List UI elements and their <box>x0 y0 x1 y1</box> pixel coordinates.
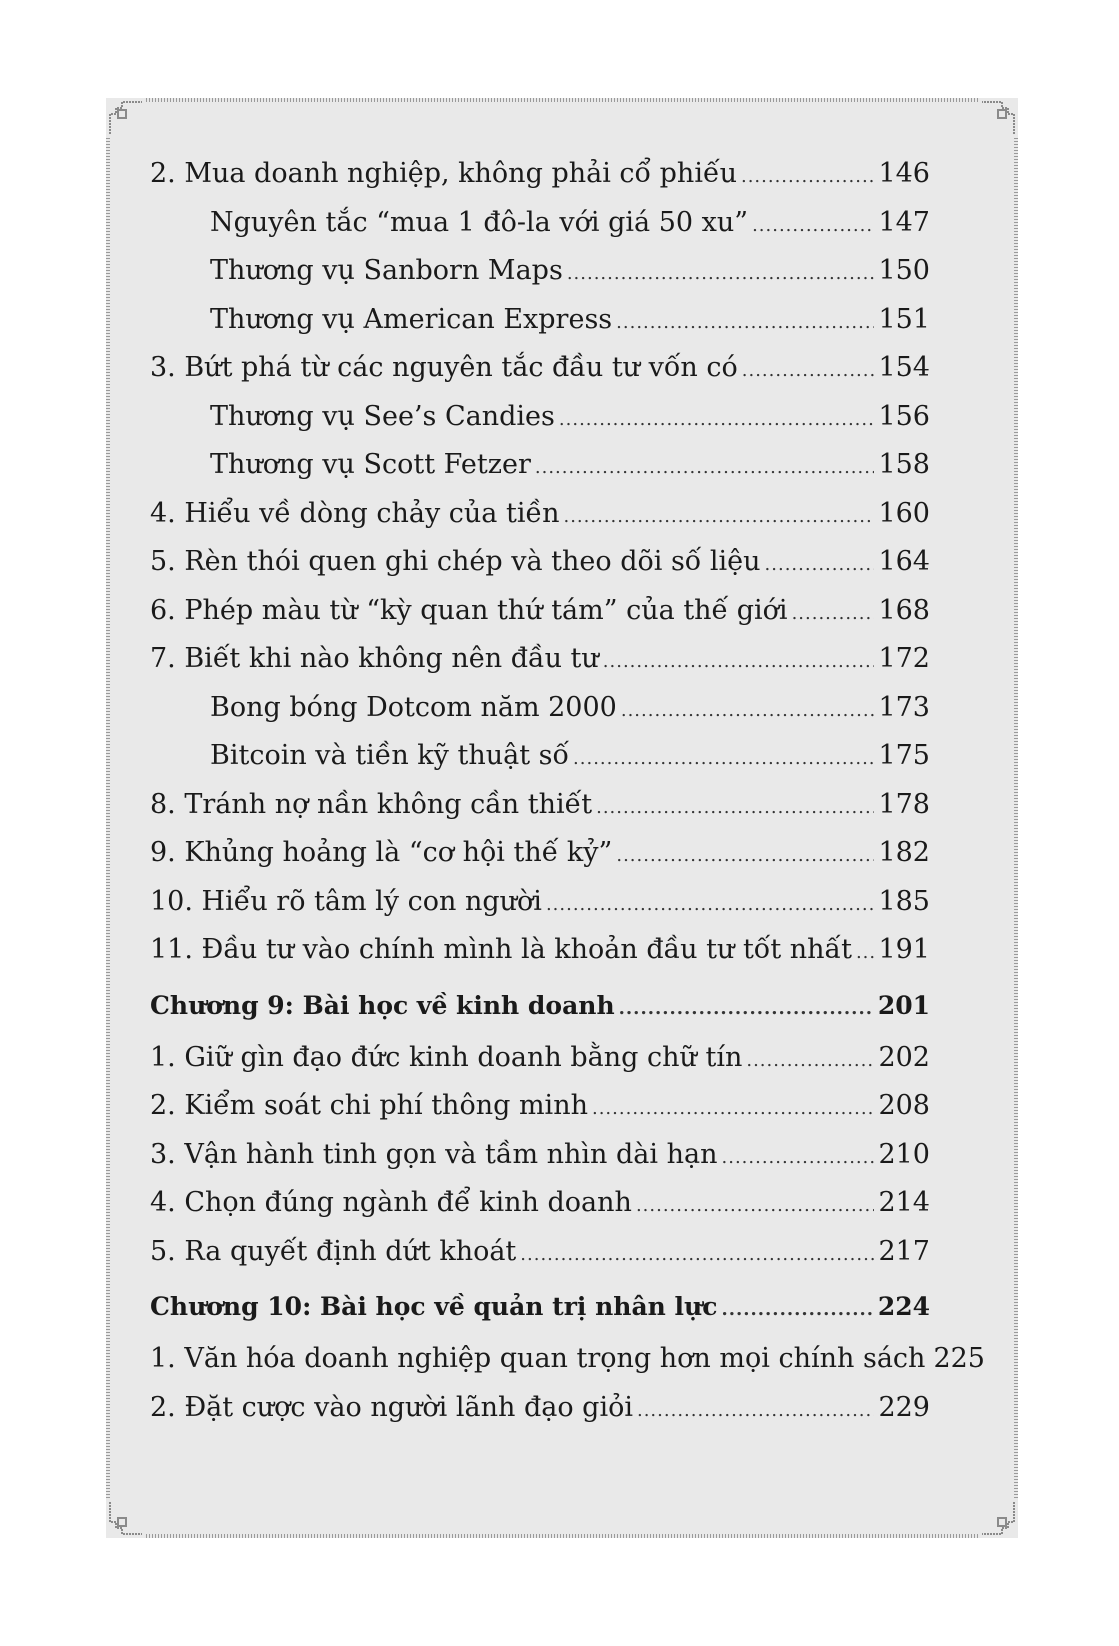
toc-leader-dots <box>567 250 875 299</box>
toc-leader-dots <box>592 1085 874 1134</box>
corner-ornament-icon <box>980 1500 1016 1536</box>
toc-entry <box>150 1082 930 1131</box>
frame-border-top <box>146 98 978 102</box>
toc-page-number: 172 <box>878 643 930 674</box>
toc-page-number: 173 <box>878 691 930 723</box>
toc-entry-title: Chương 10: Bài học về quản trị nhân lực <box>150 1292 718 1321</box>
frame-border-bottom <box>146 1534 978 1538</box>
toc-page-number: 225 <box>933 1343 985 1374</box>
toc-entry-title: 7. Biết khi nào không nên đầu tư <box>150 643 599 674</box>
toc-leader-dots <box>792 590 875 639</box>
toc-entry-title: 4. Chọn đúng ngành để kinh doanh <box>150 1187 632 1218</box>
toc-leader-dots <box>619 981 874 1037</box>
table-of-contents <box>150 150 985 1432</box>
toc-page-number: 229 <box>878 1391 930 1423</box>
toc-entry <box>150 538 930 587</box>
toc-entry <box>150 344 930 393</box>
toc-entry-title: 5. Ra quyết định dứt khoát <box>150 1235 517 1267</box>
toc-entry-title: 3. Bứt phá từ các nguyên tắc đầu tư vốn có <box>150 352 738 383</box>
toc-entry-title: Thương vụ American Express <box>210 303 613 335</box>
corner-ornament-icon <box>108 100 144 136</box>
toc-entry <box>150 1384 930 1433</box>
toc-page-number: 217 <box>878 1235 930 1267</box>
toc-page-number: 178 <box>878 788 930 820</box>
toc-page-number: 202 <box>878 1041 930 1073</box>
toc-leader-dots <box>520 1231 874 1280</box>
toc-leader-dots <box>746 1037 874 1086</box>
toc-page-number: 146 <box>878 158 930 189</box>
toc-entry-title: Thương vụ See’s Candies <box>210 400 555 432</box>
toc-leader-dots <box>535 444 875 493</box>
corner-ornament-icon <box>980 100 1016 136</box>
toc-page-number: 164 <box>878 546 930 577</box>
toc-leader-dots <box>603 638 875 687</box>
toc-entry-title: Bong bóng Dotcom năm 2000 <box>210 691 617 723</box>
toc-page-number: 224 <box>877 1292 930 1321</box>
toc-entry <box>150 150 930 199</box>
toc-leader-dots <box>742 347 875 396</box>
toc-entry <box>150 490 930 539</box>
toc-entry-title: 2. Mua doanh nghiệp, không phải cổ phiếu <box>150 158 737 189</box>
corner-ornament-icon <box>108 1500 144 1536</box>
toc-entry <box>150 1228 930 1277</box>
toc-leader-dots <box>596 784 874 833</box>
toc-subentry <box>150 296 930 345</box>
toc-subentry <box>150 199 930 248</box>
toc-entry <box>150 878 930 927</box>
toc-entry-title: 10. Hiểu rõ tâm lý con người <box>150 885 542 917</box>
toc-leader-dots <box>621 687 875 736</box>
toc-entry <box>150 829 930 878</box>
toc-leader-dots <box>563 493 874 542</box>
toc-entry <box>150 926 930 975</box>
toc-entry-title: 2. Kiểm soát chi phí thông minh <box>150 1090 588 1121</box>
toc-entry <box>150 1131 930 1180</box>
toc-page-number: 210 <box>878 1138 930 1170</box>
toc-page-number: 214 <box>878 1187 930 1218</box>
toc-chapter-heading <box>150 978 930 1034</box>
toc-entry-title: 5. Rèn thói quen ghi chép và theo dõi số liệu <box>150 546 761 577</box>
toc-entry-title: Thương vụ Sanborn Maps <box>210 255 563 286</box>
toc-entry-title: Bitcoin và tiền kỹ thuật số <box>210 740 570 771</box>
toc-entry-title: 1. Giữ gìn đạo đức kinh doanh bằng chữ tín <box>150 1041 743 1073</box>
toc-subentry <box>150 247 930 296</box>
toc-page-number: 191 <box>878 934 930 965</box>
toc-subentry <box>150 441 930 490</box>
toc-page-number: 147 <box>878 206 930 238</box>
toc-leader-dots <box>722 1134 875 1183</box>
toc-page-number: 185 <box>878 885 930 917</box>
toc-leader-dots <box>765 541 875 590</box>
toc-page-number: 150 <box>878 255 930 286</box>
toc-leader-dots <box>636 1182 875 1231</box>
toc-leader-dots <box>546 881 875 930</box>
toc-entry-title: 6. Phép màu từ “kỳ quan thứ tám” của thế giới <box>150 594 788 626</box>
toc-entry-title: 11. Đầu tư vào chính mình là khoản đầu tư tốt nhất <box>150 934 852 965</box>
toc-entry <box>150 1179 930 1228</box>
toc-entry <box>150 587 930 636</box>
toc-page-number: 151 <box>878 303 930 335</box>
toc-entry-title: 8. Tránh nợ nần không cần thiết <box>150 788 593 820</box>
toc-page-number: 175 <box>878 740 930 771</box>
toc-chapter-heading <box>150 1279 930 1335</box>
toc-page-number: 168 <box>878 594 930 626</box>
toc-page-number: 208 <box>878 1090 930 1121</box>
toc-entry-title: Chương 9: Bài học về kinh doanh <box>150 990 615 1020</box>
toc-entry-title: 9. Khủng hoảng là “cơ hội thế kỷ” <box>150 837 613 868</box>
toc-entry-title: Thương vụ Scott Fetzer <box>210 449 531 480</box>
toc-leader-dots <box>721 1282 873 1338</box>
toc-subentry <box>150 684 930 733</box>
frame-border-right <box>1014 138 1018 1498</box>
frame-border-left <box>106 138 110 1498</box>
toc-entry-title: 1. Văn hóa doanh nghiệp quan trọng hơn mọi chính sách <box>150 1343 926 1374</box>
toc-entry-title: 4. Hiểu về dòng chảy của tiền <box>150 497 560 529</box>
toc-leader-dots <box>856 929 875 978</box>
toc-entry <box>150 635 930 684</box>
toc-leader-dots <box>752 202 874 251</box>
toc-page-number: 156 <box>878 400 930 432</box>
toc-page-number: 182 <box>878 837 930 868</box>
toc-leader-dots <box>637 1387 874 1436</box>
toc-page-number: 154 <box>878 352 930 383</box>
toc-entry-title: 3. Vận hành tinh gọn và tầm nhìn dài hạn <box>150 1138 718 1170</box>
toc-leader-dots <box>573 735 874 784</box>
toc-subentry <box>150 393 930 442</box>
toc-entry <box>150 1034 930 1083</box>
toc-entry-title: 2. Đặt cược vào người lãnh đạo giỏi <box>150 1391 633 1423</box>
toc-page-number: 160 <box>878 497 930 529</box>
toc-leader-dots <box>559 396 875 445</box>
toc-leader-dots <box>741 153 874 202</box>
toc-page-number: 201 <box>877 990 930 1020</box>
toc-entry <box>150 1335 985 1384</box>
toc-entry-title: Nguyên tắc “mua 1 đô-la với giá 50 xu” <box>210 206 749 238</box>
toc-subentry <box>150 732 930 781</box>
toc-leader-dots <box>616 832 874 881</box>
toc-entry <box>150 781 930 830</box>
toc-leader-dots <box>616 299 874 348</box>
toc-page-number: 158 <box>878 449 930 480</box>
